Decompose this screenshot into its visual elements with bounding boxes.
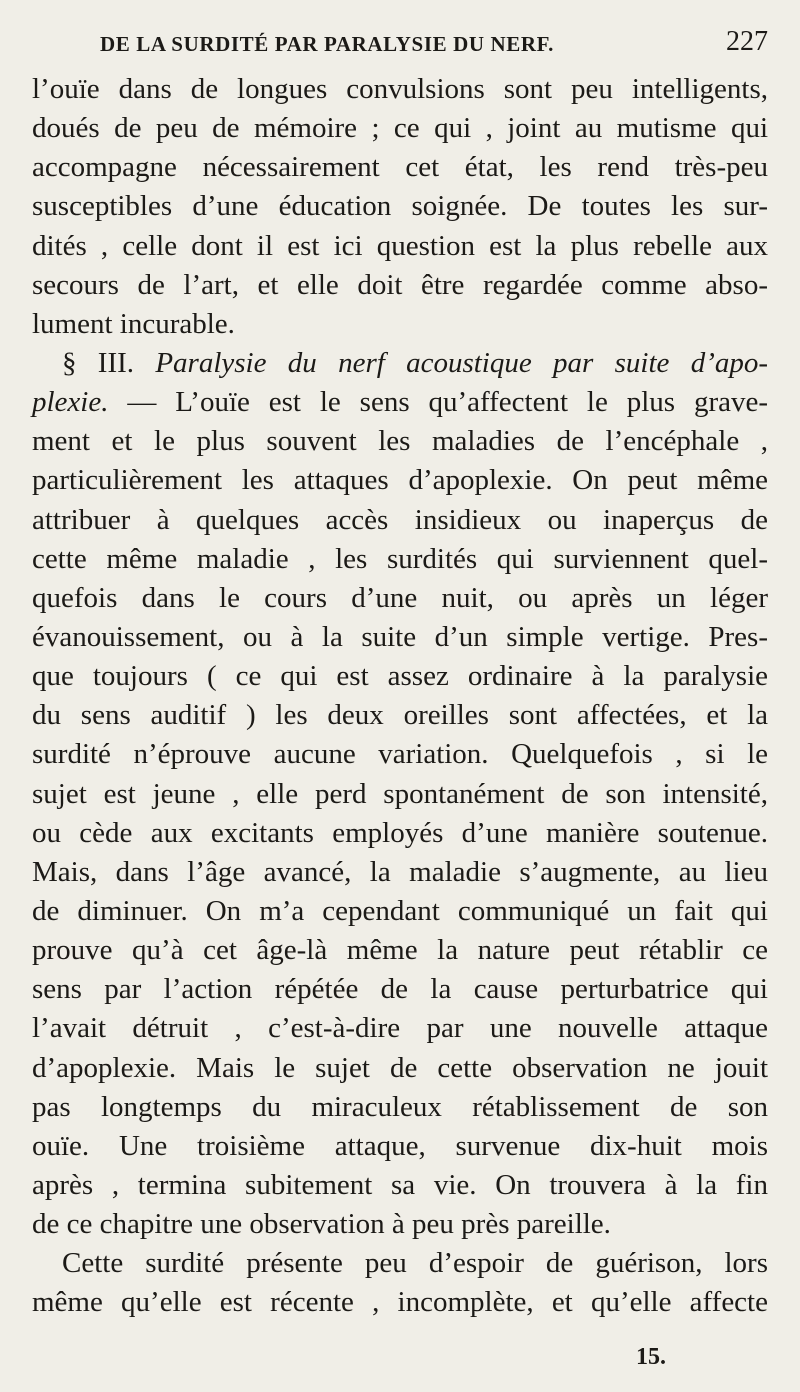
text-line: surdité n’éprouve aucune variation. Quelquefois , si le xyxy=(32,738,768,771)
text-line: de diminuer. On m’a cependant communiqué un fait qui xyxy=(32,894,768,927)
section-heading-line xyxy=(32,344,768,383)
text-line: de ce chapitre une observation à peu près pareille. xyxy=(32,1208,611,1241)
text-line: l’avait détruit , c’est-à-dire par une nouvelle attaque xyxy=(32,1012,768,1045)
text-line: accompagne nécessairement cet état, les rend très-peu xyxy=(32,151,768,184)
text-line: après , termina subitement sa vie. On trouvera à la fin xyxy=(32,1168,768,1201)
text-line: dités , celle dont il est ici question est la plus rebelle aux xyxy=(32,229,768,262)
text-line: quefois dans le cours d’une nuit, ou après un léger xyxy=(32,581,768,614)
text-line: que toujours ( ce qui est assez ordinaire à la paralysie xyxy=(32,660,768,693)
text-line: cette même maladie , les surdités qui surviennent quel- xyxy=(32,542,768,575)
text-line: ouïe. Une troisième attaque, survenue dix-huit mois xyxy=(32,1129,768,1162)
section-title-end: plexie. xyxy=(32,386,109,419)
text-line: particulièrement les attaques d’apoplexie. On peut même xyxy=(32,464,768,497)
running-head xyxy=(100,26,768,60)
signature-mark: 15. xyxy=(636,1344,666,1370)
text-line: attribuer à quelques accès insidieux ou inaperçus de xyxy=(32,503,768,536)
text-line: susceptibles d’une éducation soignée. De toutes les sur- xyxy=(32,190,768,223)
text-line: lument incurable. xyxy=(32,307,235,340)
text-line: d’apoplexie. Mais le sujet de cette observation ne jouit xyxy=(32,1051,768,1084)
text-line: évanouissement, ou à la suite d’un simple vertige. Pres- xyxy=(32,620,768,653)
text-line: du sens auditif ) les deux oreilles sont affectées, et la xyxy=(32,699,768,732)
section-title: Paralysie du nerf acoustique par suite d’apo- xyxy=(155,346,769,379)
text-line: Cette surdité présente peu d’espoir de guérison, lors xyxy=(62,1247,768,1280)
text-line: pas longtemps du miraculeux rétablissement de son xyxy=(32,1090,768,1123)
text-line: ment et le plus souvent les maladies de l’encéphale , xyxy=(32,425,768,458)
section-text-start: — L’ouïe est le sens qu’affectent le plus grave- xyxy=(127,386,769,419)
text-line: sujet est jeune , elle perd spontanément de son intensité, xyxy=(32,777,768,810)
body-text xyxy=(32,70,768,1323)
text-line: ou cède aux excitants employés d’une manière soutenue. xyxy=(32,816,768,849)
page-number: 227 xyxy=(726,26,768,57)
text-line: Mais, dans l’âge avancé, la maladie s’augmente, au lieu xyxy=(32,855,768,888)
text-line xyxy=(32,383,768,422)
text-line: doués de peu de mémoire ; ce qui , joint au mutisme qui xyxy=(32,112,768,145)
text-line: secours de l’art, et elle doit être regardée comme abso- xyxy=(32,268,768,301)
text-line: sens par l’action répétée de la cause perturbatrice qui xyxy=(32,973,768,1006)
text-line: l’ouïe dans de longues convulsions sont peu intelligents, xyxy=(32,73,768,105)
running-title: DE LA SURDITÉ PAR PARALYSIE DU NERF. xyxy=(100,32,554,56)
section-number: § III. xyxy=(62,346,135,379)
text-line: prouve qu’à cet âge-là même la nature peut rétablir ce xyxy=(32,934,768,967)
text-line: même qu’elle est récente , incomplète, et qu’elle affecte xyxy=(32,1286,768,1319)
